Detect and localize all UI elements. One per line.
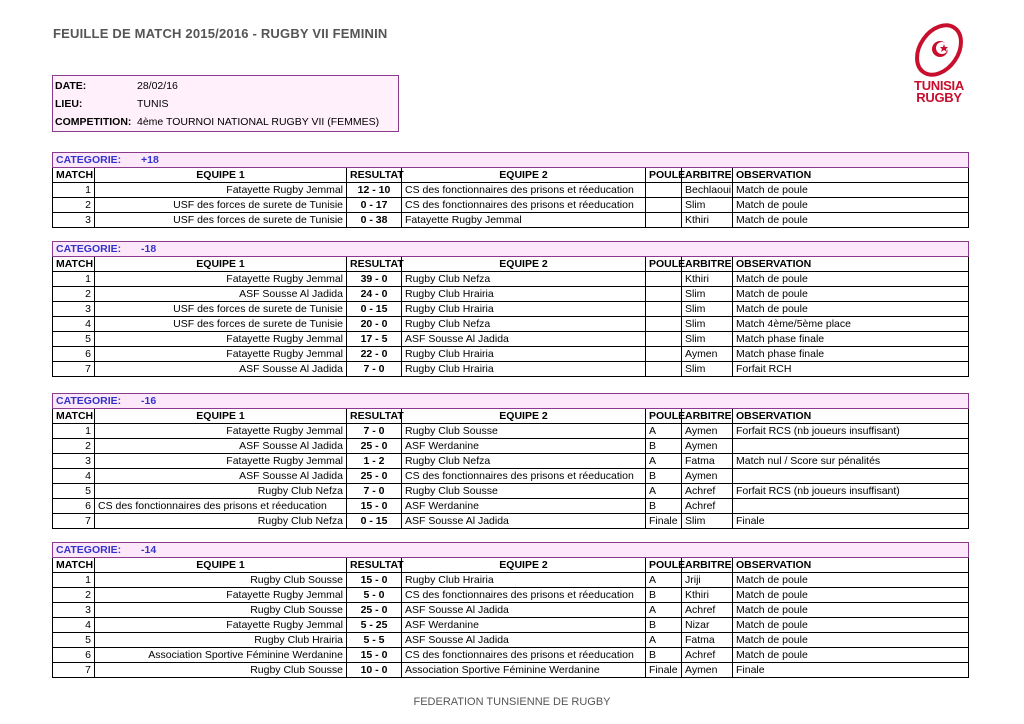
match-number: 2 [53, 287, 95, 302]
table-row [53, 317, 969, 332]
date-label: DATE: [55, 80, 87, 92]
result: 22 - 0 [347, 347, 402, 362]
pool: B [646, 439, 682, 454]
lieu-row [53, 95, 398, 113]
observation: Match de poule [733, 287, 969, 302]
table-row [53, 332, 969, 347]
team-1: Rugby Club Sousse [95, 603, 347, 618]
category-label: CATEGORIE: [56, 242, 122, 255]
table-row [53, 287, 969, 302]
header-poule: POULE [646, 257, 682, 272]
table-row [53, 347, 969, 362]
observation: Match de poule [733, 272, 969, 287]
match-number: 2 [53, 588, 95, 603]
observation: Match 4ème/5ème place [733, 317, 969, 332]
referee: Slim [682, 198, 733, 213]
category-cell [53, 394, 969, 409]
table-row [53, 603, 969, 618]
match-info-box [52, 75, 399, 132]
team-1: ASF Sousse Al Jadida [95, 439, 347, 454]
category-row [53, 394, 969, 409]
team-1: ASF Sousse Al Jadida [95, 287, 347, 302]
team-2: ASF Sousse Al Jadida [402, 603, 646, 618]
header-poule: POULE [646, 558, 682, 573]
pool [646, 287, 682, 302]
referee: Bechlaoui [682, 183, 733, 198]
observation: Match phase finale [733, 332, 969, 347]
pool: A [646, 633, 682, 648]
result: 7 - 0 [347, 362, 402, 377]
team-1: Rugby Club Sousse [95, 573, 347, 588]
referee: Aymen [682, 347, 733, 362]
pool: A [646, 573, 682, 588]
header-row [53, 257, 969, 272]
team-1: Association Sportive Féminine Werdanine [95, 648, 347, 663]
category-cell [53, 543, 969, 558]
match-number: 1 [53, 272, 95, 287]
match-number: 6 [53, 347, 95, 362]
lieu-label: LIEU: [55, 98, 83, 110]
header-resultat: RESULTAT [347, 558, 402, 573]
date-value: 28/02/16 [137, 80, 178, 92]
category-table [52, 393, 969, 529]
header-equipe2: EQUIPE 2 [402, 168, 646, 183]
pool: Finale [646, 514, 682, 529]
result: 25 - 0 [347, 603, 402, 618]
referee: Nizar [682, 618, 733, 633]
pool: A [646, 424, 682, 439]
header-observation: OBSERVATION [733, 257, 969, 272]
category-value: -16 [141, 394, 157, 407]
category-value: -18 [141, 242, 157, 255]
team-2: Rugby Club Sousse [402, 484, 646, 499]
referee: Slim [682, 317, 733, 332]
result: 5 - 0 [347, 588, 402, 603]
team-1: ASF Sousse Al Jadida [95, 469, 347, 484]
result: 15 - 0 [347, 499, 402, 514]
category-table [52, 542, 969, 678]
category-label: CATEGORIE: [56, 394, 122, 407]
header-resultat: RESULTAT [347, 409, 402, 424]
team-2: Rugby Club Sousse [402, 424, 646, 439]
result: 7 - 0 [347, 484, 402, 499]
team-2: ASF Sousse Al Jadida [402, 633, 646, 648]
header-poule: POULE [646, 409, 682, 424]
team-1: USF des forces de surete de Tunisie [95, 213, 347, 228]
pool: B [646, 469, 682, 484]
result: 0 - 38 [347, 213, 402, 228]
referee: Aymen [682, 439, 733, 454]
match-number: 6 [53, 648, 95, 663]
match-number: 3 [53, 454, 95, 469]
team-1: Fatayette Rugby Jemmal [95, 347, 347, 362]
referee: Slim [682, 332, 733, 347]
observation: Forfait RCH [733, 362, 969, 377]
competition-label: COMPETITION: [55, 116, 132, 128]
header-arbitre: ARBITRE [682, 257, 733, 272]
team-2: ASF Werdanine [402, 439, 646, 454]
referee: Slim [682, 302, 733, 317]
table-row [53, 514, 969, 529]
referee: Kthiri [682, 213, 733, 228]
team-2: Rugby Club Hrairia [402, 287, 646, 302]
result: 1 - 2 [347, 454, 402, 469]
referee: Aymen [682, 469, 733, 484]
referee: Aymen [682, 663, 733, 678]
table-row [53, 272, 969, 287]
rugby-ball-icon [905, 22, 973, 78]
match-number: 4 [53, 469, 95, 484]
header-resultat: RESULTAT [347, 168, 402, 183]
team-2: CS des fonctionnaires des prisons et réeducation [402, 588, 646, 603]
observation: Finale [733, 514, 969, 529]
team-1: USF des forces de surete de Tunisie [95, 302, 347, 317]
category-label: CATEGORIE: [56, 543, 122, 556]
match-number: 3 [53, 302, 95, 317]
match-number: 2 [53, 439, 95, 454]
table-row [53, 454, 969, 469]
observation: Match de poule [733, 588, 969, 603]
header-arbitre: ARBITRE [682, 558, 733, 573]
pool: A [646, 603, 682, 618]
result: 12 - 10 [347, 183, 402, 198]
match-number: 5 [53, 332, 95, 347]
referee: Achref [682, 484, 733, 499]
header-equipe1: EQUIPE 1 [95, 409, 347, 424]
lieu-value: TUNIS [137, 98, 169, 110]
match-number: 5 [53, 633, 95, 648]
match-number: 7 [53, 362, 95, 377]
observation: Match de poule [733, 198, 969, 213]
observation [733, 439, 969, 454]
observation: Match de poule [733, 573, 969, 588]
referee: Slim [682, 287, 733, 302]
table-row [53, 198, 969, 213]
team-2: Rugby Club Hrairia [402, 347, 646, 362]
table-row [53, 588, 969, 603]
date-row [53, 77, 398, 95]
match-number: 1 [53, 573, 95, 588]
table-row [53, 573, 969, 588]
header-row [53, 168, 969, 183]
table-row [53, 618, 969, 633]
table-row [53, 484, 969, 499]
team-1: ASF Sousse Al Jadida [95, 362, 347, 377]
team-2: Rugby Club Hrairia [402, 302, 646, 317]
table-row [53, 213, 969, 228]
category-label: CATEGORIE: [56, 153, 122, 166]
referee: Achref [682, 499, 733, 514]
referee: Fatma [682, 454, 733, 469]
pool: B [646, 618, 682, 633]
team-2: CS des fonctionnaires des prisons et réeducation [402, 648, 646, 663]
referee: Jriji [682, 573, 733, 588]
header-arbitre: ARBITRE [682, 168, 733, 183]
referee: Aymen [682, 424, 733, 439]
team-1: Fatayette Rugby Jemmal [95, 454, 347, 469]
match-number: 1 [53, 183, 95, 198]
pool: B [646, 588, 682, 603]
logo-line2: RUGBY [916, 90, 962, 105]
referee: Achref [682, 648, 733, 663]
observation: Forfait RCS (nb joueurs insuffisant) [733, 424, 969, 439]
team-1: Fatayette Rugby Jemmal [95, 424, 347, 439]
match-number: 5 [53, 484, 95, 499]
match-number: 3 [53, 603, 95, 618]
logo-line1: TUNISIA [914, 78, 964, 93]
category-row [53, 153, 969, 168]
result: 0 - 15 [347, 302, 402, 317]
table-row [53, 302, 969, 317]
table-row [53, 469, 969, 484]
pool [646, 183, 682, 198]
team-2: Rugby Club Nefza [402, 454, 646, 469]
header-match: MATCH [53, 257, 95, 272]
team-2: Association Sportive Féminine Werdanine [402, 663, 646, 678]
header-row [53, 558, 969, 573]
pool [646, 317, 682, 332]
header-resultat: RESULTAT [347, 257, 402, 272]
category-table [52, 241, 969, 377]
table-row [53, 439, 969, 454]
header-arbitre: ARBITRE [682, 409, 733, 424]
competition-row [53, 113, 398, 131]
result: 0 - 17 [347, 198, 402, 213]
table-row [53, 183, 969, 198]
team-1: Fatayette Rugby Jemmal [95, 332, 347, 347]
match-number: 2 [53, 198, 95, 213]
team-2: ASF Werdanine [402, 499, 646, 514]
header-match: MATCH [53, 558, 95, 573]
category-value: +18 [141, 153, 159, 166]
category-row [53, 242, 969, 257]
referee: Fatma [682, 633, 733, 648]
referee: Slim [682, 514, 733, 529]
team-1: CS des fonctionnaires des prisons et réeducation [95, 499, 347, 514]
header-equipe2: EQUIPE 2 [402, 558, 646, 573]
table-row [53, 499, 969, 514]
tunisia-rugby-logo [905, 22, 973, 108]
header-observation: OBSERVATION [733, 409, 969, 424]
observation: Match de poule [733, 213, 969, 228]
observation: Match de poule [733, 633, 969, 648]
team-1: Rugby Club Nefza [95, 484, 347, 499]
observation: Match de poule [733, 648, 969, 663]
match-number: 4 [53, 317, 95, 332]
team-2: CS des fonctionnaires des prisons et réeducation [402, 183, 646, 198]
team-1: Rugby Club Hrairia [95, 633, 347, 648]
category-table [52, 152, 969, 228]
match-number: 7 [53, 514, 95, 529]
observation: Match de poule [733, 302, 969, 317]
footer: FEDERATION TUNSIENNE DE RUGBY [413, 696, 611, 708]
observation: Match nul / Score sur pénalités [733, 454, 969, 469]
pool: B [646, 648, 682, 663]
observation: Forfait RCS (nb joueurs insuffisant) [733, 484, 969, 499]
referee: Achref [682, 603, 733, 618]
team-2: Rugby Club Hrairia [402, 362, 646, 377]
pool [646, 362, 682, 377]
pool [646, 302, 682, 317]
header-equipe1: EQUIPE 1 [95, 558, 347, 573]
category-cell [53, 153, 969, 168]
referee: Kthiri [682, 588, 733, 603]
team-1: Fatayette Rugby Jemmal [95, 183, 347, 198]
header-equipe2: EQUIPE 2 [402, 409, 646, 424]
header-equipe1: EQUIPE 1 [95, 257, 347, 272]
header-poule: POULE [646, 168, 682, 183]
match-number: 4 [53, 618, 95, 633]
team-2: Fatayette Rugby Jemmal [402, 213, 646, 228]
team-1: USF des forces de surete de Tunisie [95, 317, 347, 332]
observation [733, 469, 969, 484]
pool: A [646, 454, 682, 469]
header-equipe1: EQUIPE 1 [95, 168, 347, 183]
category-cell [53, 242, 969, 257]
pool [646, 198, 682, 213]
table-row [53, 633, 969, 648]
result: 20 - 0 [347, 317, 402, 332]
match-number: 1 [53, 424, 95, 439]
team-2: ASF Werdanine [402, 618, 646, 633]
referee: Kthiri [682, 272, 733, 287]
result: 15 - 0 [347, 648, 402, 663]
result: 7 - 0 [347, 424, 402, 439]
team-1: USF des forces de surete de Tunisie [95, 198, 347, 213]
pool: A [646, 484, 682, 499]
category-value: -14 [141, 543, 157, 556]
team-2: Rugby Club Hrairia [402, 573, 646, 588]
page-title: FEUILLE DE MATCH 2015/2016 - RUGBY VII FEMININ [53, 26, 388, 41]
observation: Match de poule [733, 183, 969, 198]
table-row [53, 648, 969, 663]
match-number: 7 [53, 663, 95, 678]
header-row [53, 409, 969, 424]
team-2: Rugby Club Nefza [402, 272, 646, 287]
header-match: MATCH [53, 168, 95, 183]
match-number: 3 [53, 213, 95, 228]
pool: Finale [646, 663, 682, 678]
team-1: Fatayette Rugby Jemmal [95, 588, 347, 603]
result: 15 - 0 [347, 573, 402, 588]
observation: Match de poule [733, 618, 969, 633]
result: 39 - 0 [347, 272, 402, 287]
result: 17 - 5 [347, 332, 402, 347]
team-2: ASF Sousse Al Jadida [402, 332, 646, 347]
observation: Finale [733, 663, 969, 678]
header-observation: OBSERVATION [733, 558, 969, 573]
result: 10 - 0 [347, 663, 402, 678]
team-1: Fatayette Rugby Jemmal [95, 618, 347, 633]
team-2: CS des fonctionnaires des prisons et réeducation [402, 198, 646, 213]
pool [646, 213, 682, 228]
pool [646, 332, 682, 347]
result: 25 - 0 [347, 469, 402, 484]
team-2: Rugby Club Nefza [402, 317, 646, 332]
team-2: CS des fonctionnaires des prisons et réeducation [402, 469, 646, 484]
pool: B [646, 499, 682, 514]
table-row [53, 362, 969, 377]
category-row [53, 543, 969, 558]
header-observation: OBSERVATION [733, 168, 969, 183]
table-row [53, 424, 969, 439]
match-number: 6 [53, 499, 95, 514]
result: 24 - 0 [347, 287, 402, 302]
observation: Match phase finale [733, 347, 969, 362]
header-equipe2: EQUIPE 2 [402, 257, 646, 272]
result: 5 - 5 [347, 633, 402, 648]
team-1: Rugby Club Nefza [95, 514, 347, 529]
team-2: ASF Sousse Al Jadida [402, 514, 646, 529]
result: 5 - 25 [347, 618, 402, 633]
referee: Slim [682, 362, 733, 377]
team-1: Fatayette Rugby Jemmal [95, 272, 347, 287]
pool [646, 272, 682, 287]
observation: Match de poule [733, 603, 969, 618]
table-row [53, 663, 969, 678]
header-match: MATCH [53, 409, 95, 424]
pool [646, 347, 682, 362]
result: 0 - 15 [347, 514, 402, 529]
result: 25 - 0 [347, 439, 402, 454]
team-1: Rugby Club Sousse [95, 663, 347, 678]
competition-value: 4ème TOURNOI NATIONAL RUGBY VII (FEMMES) [137, 116, 380, 128]
observation [733, 499, 969, 514]
